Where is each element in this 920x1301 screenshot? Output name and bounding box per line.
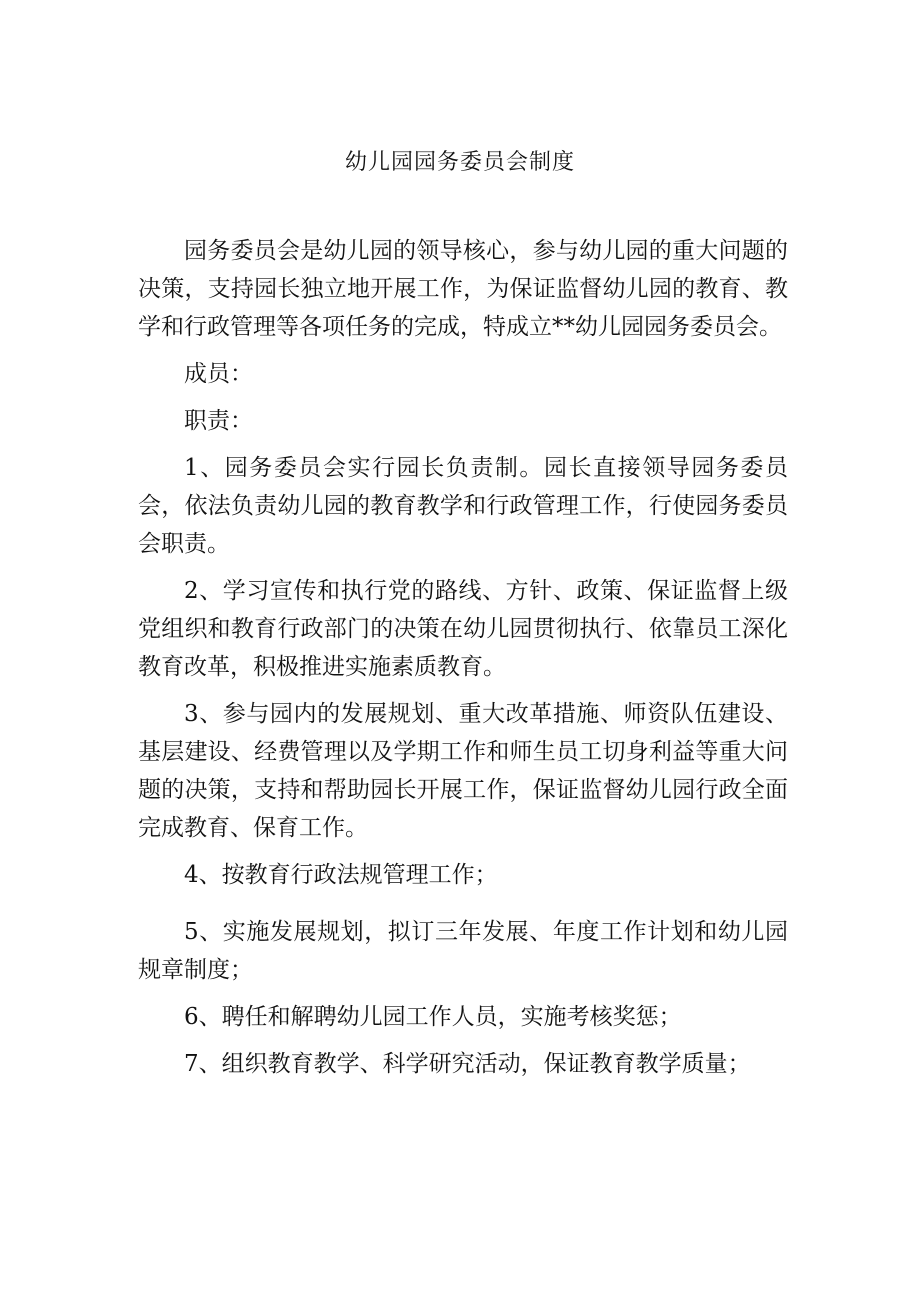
- paragraph-intro: 园务委员会是幼儿园的领导核心，参与幼儿园的重大问题的决策，支持园长独立地开展工作，为保证监督幼儿园的教育、教学和行政管理等各项任务的完成，特成立**幼儿园园务委员会。: [138, 238, 788, 340]
- paragraph-duty-2: 2、学习宣传和执行党的路线、方针、政策、保证监督上级党组织和教育行政部门的决策在幼儿园贯彻执行、依靠员工深化教育改革，积极推进实施素质教育。: [138, 578, 788, 680]
- paragraph-members: 成员：: [184, 361, 253, 387]
- paragraph-duty-3: 3、参与园内的发展规划、重大改革措施、师资队伍建设、基层建设、经费管理以及学期工作和师生员工切身利益等重大问题的决策，支持和帮助园长开展工作，保证监督幼儿园行政全面完成教育、保育工作。: [138, 701, 788, 841]
- paragraph-duty-4: 4、按教育行政法规管理工作；: [184, 862, 498, 888]
- document-title: 幼儿园园务委员会制度: [344, 150, 575, 175]
- paragraph-duty-7: 7、组织教育教学、科学研究活动，保证教育教学质量；: [184, 1051, 751, 1077]
- paragraph-duty-6: 6、聘任和解聘幼儿园工作人员，实施考核奖惩；: [184, 1004, 682, 1030]
- paragraph-duties-heading: 职责：: [184, 408, 253, 434]
- document-body: [138, 232, 788, 1092]
- paragraph-duty-5: 5、实施发展规划，拟订三年发展、年度工作计划和幼儿园规章制度；: [138, 919, 788, 983]
- paragraph-duty-1: 1、园务委员会实行园长负责制。园长直接领导园务委员会，依法负责幼儿园的教育教学和行政管理工作，行使园务委员会职责。: [138, 455, 788, 557]
